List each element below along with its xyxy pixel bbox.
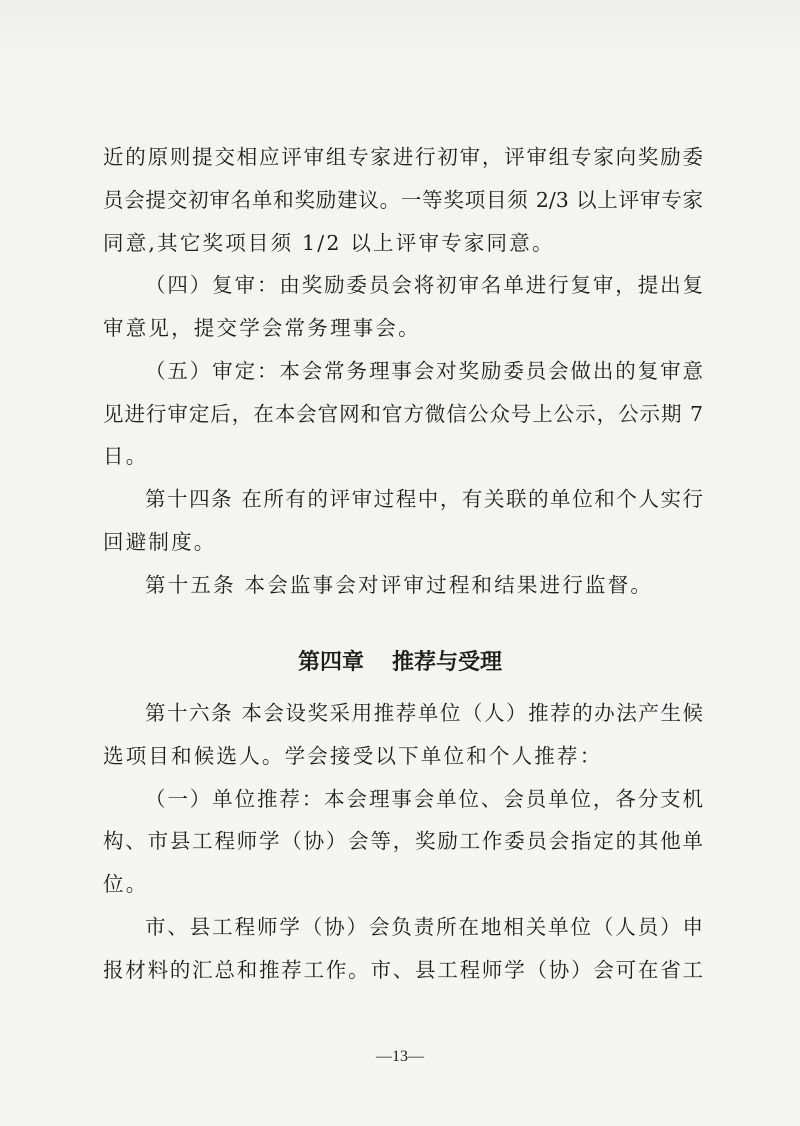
text-line: 见进行审定后，在本会官网和官方微信公众号上公示，公示期 7: [103, 402, 703, 426]
text-line: 构、市县工程师学（协）会等，奖励工作委员会指定的其他单: [103, 829, 703, 853]
text-line: 审意见，提交学会常务理事会。: [103, 316, 421, 340]
article-16-line: 第十六条 本会设奖采用推荐单位（人）推荐的办法产生候: [145, 701, 703, 725]
article-15-line: 第十五条 本会监事会对评审过程和结果进行监督。: [145, 573, 654, 597]
page-number: —13—: [376, 1048, 424, 1065]
chapter-heading: [0, 647, 800, 679]
text-line: 近的原则提交相应评审组专家进行初审，评审组专家向奖励委: [103, 145, 703, 169]
text-line: 位。: [103, 872, 149, 896]
text-line: （一）单位推荐：本会理事会单位、会员单位，各分支机: [145, 787, 703, 811]
text-line: 同意,其它奖项目须 1/2 以上评审专家同意。: [103, 231, 555, 255]
chapter-title: 推荐与受理: [392, 650, 503, 675]
text-line: 员会提交初审名单和奖励建议。一等奖项目须 2/3 以上评审专家: [103, 188, 703, 212]
text-line: 市、县工程师学（协）会负责所在地相关单位（人员）申: [145, 915, 703, 939]
chapter-number: 第四章: [297, 650, 364, 675]
article-14-line: 第十四条 在所有的评审过程中，有关联的单位和个人实行: [145, 487, 703, 511]
text-line: （四）复审：由奖励委员会将初审名单进行复审，提出复: [145, 273, 703, 297]
text-line: 选项目和候选人。学会接受以下单位和个人推荐：: [103, 744, 603, 768]
text-line: 报材料的汇总和推荐工作。市、县工程师学（协）会可在省工: [103, 958, 703, 982]
text-line: 日。: [103, 444, 149, 468]
text-line: 回避制度。: [103, 530, 217, 554]
text-line: （五）审定：本会常务理事会对奖励委员会做出的复审意: [145, 359, 703, 383]
